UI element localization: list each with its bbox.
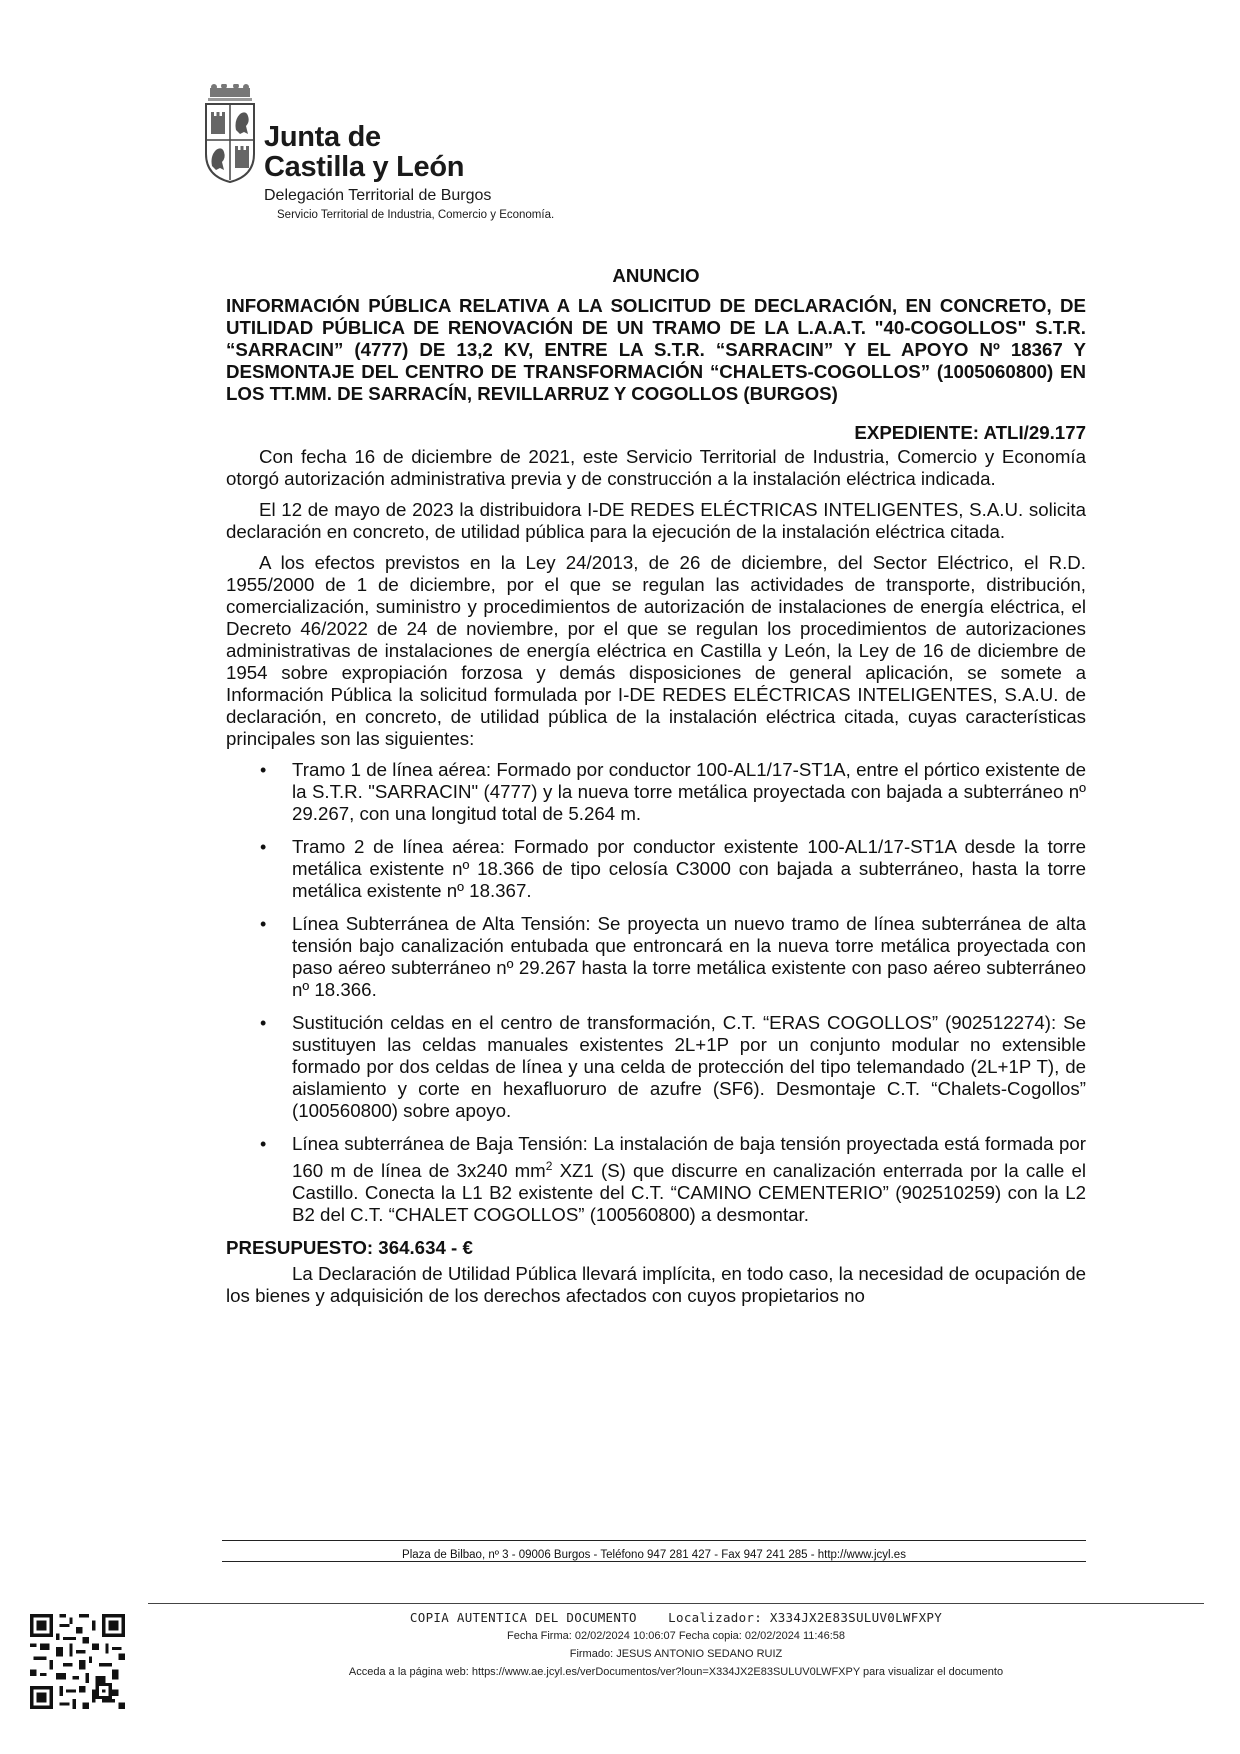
coat-of-arms-icon — [200, 84, 260, 184]
list-item-text: XZ1 (S) que discurre en canalización enterrada por la calle el Castillo. Conecta la L1 B2 existente del C.T. “CAMINO CEMENTERIO” (902510259) con la L2 B2 del C.T. “CHALET COGOLLOS” (100560800) a desmontar. — [292, 1160, 1086, 1226]
org-name — [264, 122, 464, 182]
document-heading: INFORMACIÓN PÚBLICA RELATIVA A LA SOLICITUD DE DECLARACIÓN, EN CONCRETO, DE UTILIDAD PÚBLICA DE RENOVACIÓN DE UN TRAMO DE LA L.A.A.T. "40-COGOLLOS" S.T.R. “SARRACIN” (4777) DE 13,2 KV, ENTRE LA S.T.R. “SARRACIN” Y EL APOYO Nº 18367 Y DESMONTAJE DEL CENTRO DE TRANSFORMACIÓN “CHALETS-COGOLLOS” (1005060800) EN LOS TT.MM. DE SARRACÍN, REVILLARRUZ Y COGOLLOS (BURGOS) — [226, 295, 1086, 404]
authentic-copy-block — [148, 1609, 1204, 1681]
divider — [222, 1561, 1086, 1562]
list-item: • Línea Subterránea de Alta Tensión: Se proyecta un nuevo tramo de línea subterránea de alta tensión bajo canalización entubada que entroncará en la nueva torre metálica proyectada con paso aéreo subterráneo nº 29.267 hasta la torre metálica existente con paso aéreo subterráneo nº 18.366. — [292, 913, 1086, 1001]
divider — [148, 1603, 1204, 1604]
superscript: 2 — [545, 1159, 553, 1173]
org-name-line2: Castilla y León — [264, 151, 465, 183]
characteristics-list — [226, 759, 1086, 1226]
divider — [222, 1540, 1086, 1541]
document-body — [226, 265, 1086, 1316]
paragraph-2: El 12 de mayo de 2023 la distribuidora I-DE REDES ELÉCTRICAS INTELIGENTES, S.A.U. solicita declaración en concreto, de utilidad pública para la ejecución de la instalación eléctrica citada. — [226, 499, 1086, 542]
list-item: • Tramo 2 de línea aérea: Formado por conductor existente 100-AL1/17-ST1A desde la torre metálica existente nº 18.366 de tipo celosía C3000 con bajada a subterráneo, hasta la torre metálica existente nº 18.367. — [292, 836, 1086, 902]
paragraph-3: A los efectos previstos en la Ley 24/2013, de 26 de diciembre, del Sector Eléctrico, el R.D. 1955/2000 de 1 de diciembre, por el que se regulan las actividades de transporte, distribución, comercialización, suministro y procedimientos de autorización de instalaciones de energía eléctrica, el Decreto 46/2022 de 24 de noviembre, por el que se regulan los procedimientos de autorizaciones administrativas de instalaciones de energía eléctrica en Castilla y León, la Ley de 16 de diciembre de 1954 sobre expropiación forzosa y demás disposiciones de general aplicación, se somete a Información Pública la solicitud formulada por I-DE REDES ELÉCTRICAS INTELIGENTES, S.A.U. de declaración, en concreto, de utilidad pública de la instalación eléctrica citada, cuyas características principales son las siguientes: — [226, 552, 1086, 749]
org-name-line1: Junta de — [264, 121, 381, 153]
document-title: ANUNCIO — [612, 265, 700, 286]
footer-address: Plaza de Bilbao, nº 3 - 09006 Burgos - Teléfono 947 281 427 - Fax 947 241 285 - http://www.jcyl.es — [402, 1549, 906, 1561]
budget: PRESUPUESTO: 364.634 - € — [226, 1237, 473, 1259]
paragraph-1: Con fecha 16 de diciembre de 2021, este Servicio Territorial de Industria, Comercio y Economía otorgó autorización administrativa previa y de construcción a la instalación eléctrica indicada. — [226, 446, 1086, 489]
signed-by: Firmado: JESUS ANTONIO SEDANO RUIZ — [569, 1648, 783, 1660]
service-name: Servicio Territorial de Industria, Comercio y Economía. — [277, 209, 555, 221]
delegation-name: Delegación Territorial de Burgos — [264, 187, 492, 204]
list-item: • Tramo 1 de línea aérea: Formado por conductor 100-AL1/17-ST1A, entre el pórtico existente de la S.T.R. "SARRACIN" (4777) y la nueva torre metálica proyectada con bajada a subterráneo nº 29.267, con una longitud total de 5.264 m. — [292, 759, 1086, 825]
list-item — [292, 1133, 1086, 1226]
list-item: • Sustitución celdas en el centro de transformación, C.T. “ERAS COGOLLOS” (902512274): Se sustituyen las celdas manuales existentes 2L+1P por un conjunto modular no extensible formado por dos celdas de línea y una celda de protección del tipo telemandado (2L+1P T), de aislamiento y corte en hexafluoruro de azufre (SF6). Desmontaje C.T. “Chalets-Cogollos” (100560800) sobre apoyo. — [292, 1012, 1086, 1122]
list-item-text: Línea subterránea de Baja Tensión: La instalación de baja tensión proyectada está formada por 160 m de línea de 3x240 mm — [292, 1133, 1086, 1182]
signature-dates: Fecha Firma: 02/02/2024 10:06:07 Fecha copia: 02/02/2024 11:46:58 — [507, 1630, 845, 1642]
header-logo — [200, 84, 680, 234]
qr-code-icon — [30, 1614, 125, 1709]
paragraph-4: La Declaración de Utilidad Pública llevará implícita, en todo caso, la necesidad de ocupación de los bienes y adquisición de los derechos afectados con cuyos propietarios no — [226, 1263, 1086, 1307]
expediente-number: EXPEDIENTE: ATLI/29.177 — [854, 422, 1086, 443]
copy-locator: COPIA AUTENTICA DEL DOCUMENTO Localizador: X334JX2E83SULUV0LWFXPY — [409, 1610, 943, 1625]
verify-url[interactable]: Acceda a la página web: https://www.ae.jcyl.es/verDocumentos/ver?loun=X334JX2E83SULUV0LWFXPY para visualizar el documento — [348, 1666, 1004, 1678]
